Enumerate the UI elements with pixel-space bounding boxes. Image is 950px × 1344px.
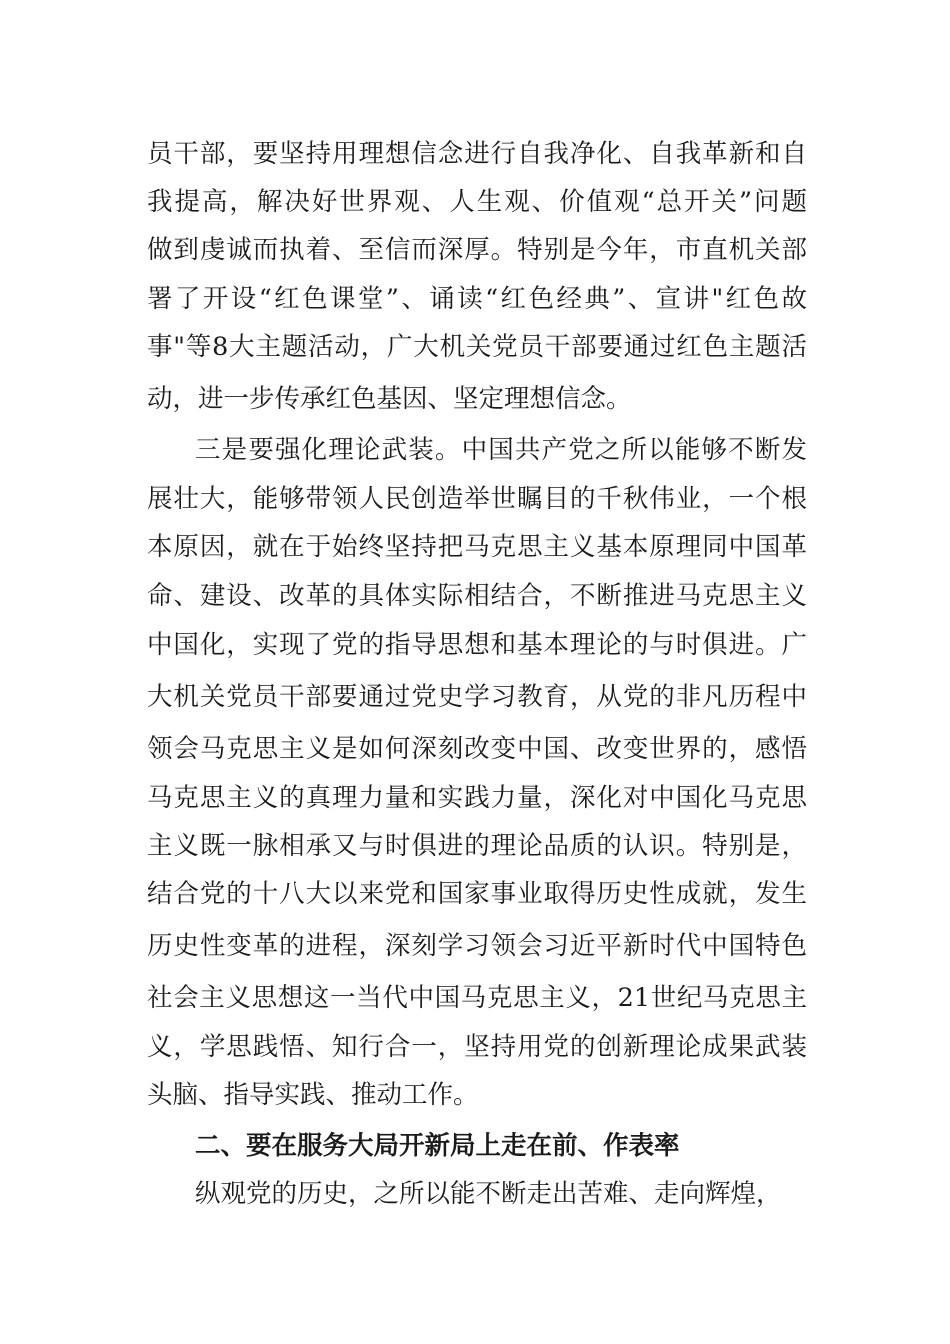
text-line: 领会马克思主义是如何深刻改变中国、改变世界的，感悟 xyxy=(147,734,807,764)
paragraph-start-line: 纵观党的历史，之所以能不断走出苦难、走向辉煌， xyxy=(195,1179,782,1209)
text-line: 做到虔诚而执着、至信而深厚。特别是今年，市直机关部 xyxy=(147,235,807,265)
text-line: 命、建设、改革的具体实际相结合，不断推进马克思主义 xyxy=(147,581,807,611)
text-line: 社会主义思想这一当代中国马克思主义，21世纪马克思主 xyxy=(147,983,807,1013)
text-line: 义，学思践悟、知行合一，坚持用党的创新理论成果武装 xyxy=(147,1032,807,1062)
text-line: 本原因，就在于始终坚持把马克思主义基本原理同中国革 xyxy=(147,532,807,562)
text-line: 头脑、指导实践、推动工作。 xyxy=(147,1080,479,1110)
paragraph-start-line: 三是要强化理论武装。中国共产党之所以能够不断发 xyxy=(195,435,807,465)
text-line: 动，进一步传承红色基因、坚定理想信念。 xyxy=(147,384,632,414)
section-heading: 二、要在服务大局开新局上走在前、作表率 xyxy=(195,1131,680,1161)
text-line: 我提高，解决好世界观、人生观、价值观“总开关”问题 xyxy=(147,187,807,217)
text-line: 中国化，实现了党的指导思想和基本理论的与时俱进。广 xyxy=(147,630,807,660)
text-line: 马克思主义的真理力量和实践力量，深化对中国化马克思 xyxy=(147,783,807,813)
text-line: 大机关党员干部要通过党史学习教育，从党的非凡历程中 xyxy=(147,682,807,712)
text-line: 主义既一脉相承又与时俱进的理论品质的认识。特别是， xyxy=(147,831,807,861)
text-line: 结合党的十八大以来党和国家事业取得历史性成就，发生 xyxy=(147,879,807,909)
text-line: 展壮大，能够带领人民创造举世瞩目的千秋伟业，一个根 xyxy=(147,484,807,514)
text-line: 署了开设“红色课堂”、诵读“红色经典”、宣讲"红色故 xyxy=(147,284,807,314)
text-line: 员干部，要坚持用理想信念进行自我净化、自我革新和自 xyxy=(147,139,807,169)
text-line: 事"等8大主题活动，广大机关党员干部要通过红色主题活 xyxy=(147,332,807,362)
text-line: 历史性变革的进程，深刻学习领会习近平新时代中国特色 xyxy=(147,931,807,961)
